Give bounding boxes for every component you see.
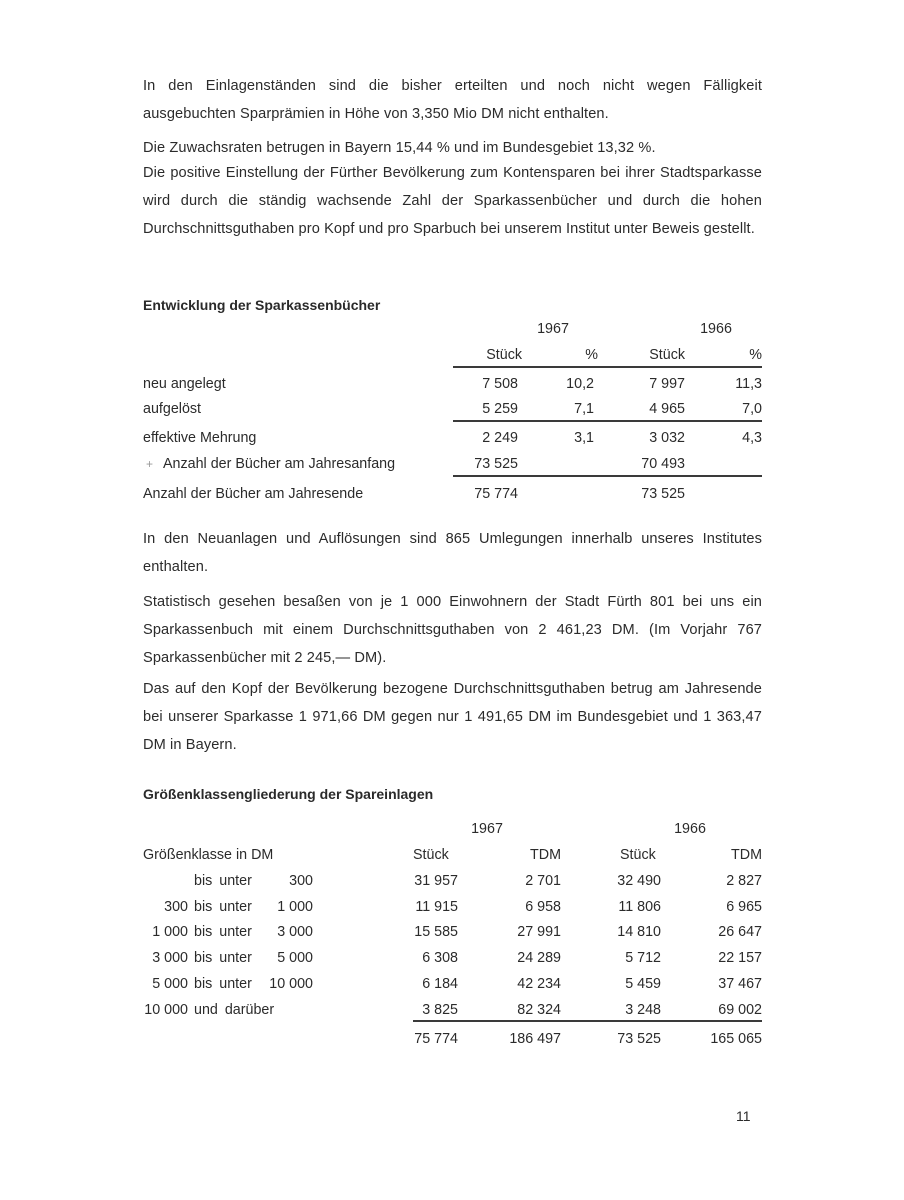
table2-cell: 26 647: [718, 924, 762, 940]
table2-total-cell: 75 774: [414, 1031, 458, 1047]
table2-cell: 2 701: [525, 873, 561, 889]
table2-class-to: 5 000: [277, 950, 313, 966]
table2-total-cell: 165 065: [710, 1031, 762, 1047]
table2-total-cell: 73 525: [617, 1031, 661, 1047]
table2-class-mid: bis unter: [194, 899, 252, 915]
table2-class-mid: bis unter: [194, 950, 252, 966]
table2-cell: 3 825: [422, 1002, 458, 1018]
table1-cell: 73 525: [474, 456, 518, 472]
table1-cell: 10,2: [566, 376, 594, 392]
table2-class-from: 10 000: [144, 1002, 188, 1018]
table2-cell: 6 308: [422, 950, 458, 966]
table1-cell: 7,0: [742, 401, 762, 417]
table1-col-pct-1966: %: [749, 347, 762, 363]
table1-cell: 3,1: [574, 430, 594, 446]
table2-cell: 3 248: [625, 1002, 661, 1018]
table2-cell: 5 459: [625, 976, 661, 992]
table1-cell: 75 774: [474, 486, 518, 502]
table1-header-rule: [453, 366, 762, 368]
table2-cell: 22 157: [718, 950, 762, 966]
table2-class-to: 3 000: [277, 924, 313, 940]
table2-class-to: 1 000: [277, 899, 313, 915]
table2-col-stueck-1967: Stück: [413, 847, 449, 863]
table2-cell: 31 957: [414, 873, 458, 889]
table1-year-1966: 1966: [700, 321, 732, 337]
table2-cell: 37 467: [718, 976, 762, 992]
table1-col-stueck-1966: Stück: [649, 347, 685, 363]
table2-cell: 32 490: [617, 873, 661, 889]
table1-cell: 7,1: [574, 401, 594, 417]
paragraph-statistik: Statistisch gesehen besaßen von je 1 000 Einwohnern der Stadt Fürth 801 bei uns ein Sparkassenbuch mit einem Durchschnittsguthaben von 2 461,23 DM. (Im Vorjahr 767 Sparkassenbücher mit 2 245,— DM).: [143, 594, 762, 666]
table2-class-mid: bis unter: [194, 976, 252, 992]
table2-cell: 15 585: [414, 924, 458, 940]
table2-year-1967: 1967: [471, 821, 503, 837]
table1-row-label: [146, 455, 395, 473]
table2-class-mid: bis unter: [194, 924, 252, 940]
table1-subtotal-rule: [453, 420, 762, 422]
table2-total-cell: 186 497: [509, 1031, 561, 1047]
table2-col-tdm-1966: TDM: [731, 847, 762, 863]
table2-class-from: 5 000: [152, 976, 188, 992]
paragraph-sparpraemien: In den Einlagenständen sind die bisher erteilten und noch nicht wegen Fälligkeit ausgebuchten Sparprämien in Höhe von 3,350 Mio DM nicht enthalten.: [143, 78, 762, 122]
table2-total-rule: [413, 1020, 762, 1022]
paragraph-durchschnitt: Das auf den Kopf der Bevölkerung bezogene Durchschnittsguthaben betrug am Jahresende bei unserer Sparkasse 1 971,66 DM gegen nur 1 491,65 DM im Bundesgebiet und 1 363,47 DM in Bayern.: [143, 681, 762, 753]
table2-class-from: 300: [164, 899, 188, 915]
table2-cell: 24 289: [517, 950, 561, 966]
table2-cell: 6 958: [525, 899, 561, 915]
table1-col-pct-1967: %: [585, 347, 598, 363]
table1-row-label: effektive Mehrung: [143, 430, 257, 446]
table1-cell: 73 525: [641, 486, 685, 502]
table2-cell: 69 002: [718, 1002, 762, 1018]
table1-row-label: Anzahl der Bücher am Jahresende: [143, 486, 364, 502]
table1-cell: 11,3: [735, 376, 762, 392]
paragraph-einstellung: Die positive Einstellung der Fürther Bevölkerung zum Kontensparen bei ihrer Stadtsparkasse wird durch die ständig wachsende Zahl der Sparkassenbücher und durch die hohen Durchschnittsguthaben pro Kopf und pro Sparbuch bei unserem Institut unter Beweis gestellt.: [143, 165, 762, 237]
paragraph-zuwachsraten: Die Zuwachsraten betrugen in Bayern 15,44 % und im Bundesgebiet 13,32 %.: [143, 140, 656, 156]
table1-cell: 4,3: [742, 430, 762, 446]
table2-col-tdm-1967: TDM: [530, 847, 561, 863]
table1-cell: 5 259: [482, 401, 518, 417]
page-number: 11: [736, 1108, 751, 1124]
plus-sign-icon: +: [146, 457, 154, 471]
table1-cell: 3 032: [649, 430, 685, 446]
table2-row-header: Größenklasse in DM: [143, 847, 274, 863]
table2-cell: 42 234: [517, 976, 561, 992]
table2-class-to: 300: [289, 873, 313, 889]
table1-total-rule: [453, 475, 762, 477]
table1-row-label: neu angelegt: [143, 376, 226, 392]
table2-class-from: 1 000: [152, 924, 188, 940]
table2-cell: 6 184: [422, 976, 458, 992]
paragraph-umlegungen: In den Neuanlagen und Auflösungen sind 865 Umlegungen innerhalb unseres Institutes enthalten.: [143, 531, 762, 575]
table2-class-mid: und darüber: [194, 1002, 275, 1018]
table2-cell: 5 712: [625, 950, 661, 966]
table2-cell: 6 965: [726, 899, 762, 915]
table2-class-to: 10 000: [269, 976, 313, 992]
table2-cell: 11 915: [415, 899, 458, 915]
table2-class-from: 3 000: [152, 950, 188, 966]
table2-cell: 27 991: [517, 924, 561, 940]
table1-col-stueck-1967: Stück: [486, 347, 522, 363]
table1-cell: 7 508: [482, 376, 518, 392]
table1-year-1967: 1967: [537, 321, 569, 337]
table2-cell: 2 827: [726, 873, 762, 889]
table2-title: Größenklassengliederung der Spareinlagen: [143, 786, 434, 802]
table2-cell: 82 324: [517, 1002, 561, 1018]
table1-cell: 70 493: [641, 456, 685, 472]
table1-cell: 2 249: [482, 430, 518, 446]
table2-year-1966: 1966: [674, 821, 706, 837]
table1-cell: 4 965: [649, 401, 685, 417]
table2-cell: 11 806: [618, 899, 661, 915]
table2-cell: 14 810: [617, 924, 661, 940]
table2-class-mid: bis unter: [194, 873, 252, 889]
table1-title: Entwicklung der Sparkassenbücher: [143, 297, 381, 313]
table1-cell: 7 997: [649, 376, 685, 392]
table1-row-label-text: Anzahl der Bücher am Jahresanfang: [163, 456, 396, 472]
table1-row-label: aufgelöst: [143, 401, 202, 417]
table2-col-stueck-1966: Stück: [620, 847, 656, 863]
